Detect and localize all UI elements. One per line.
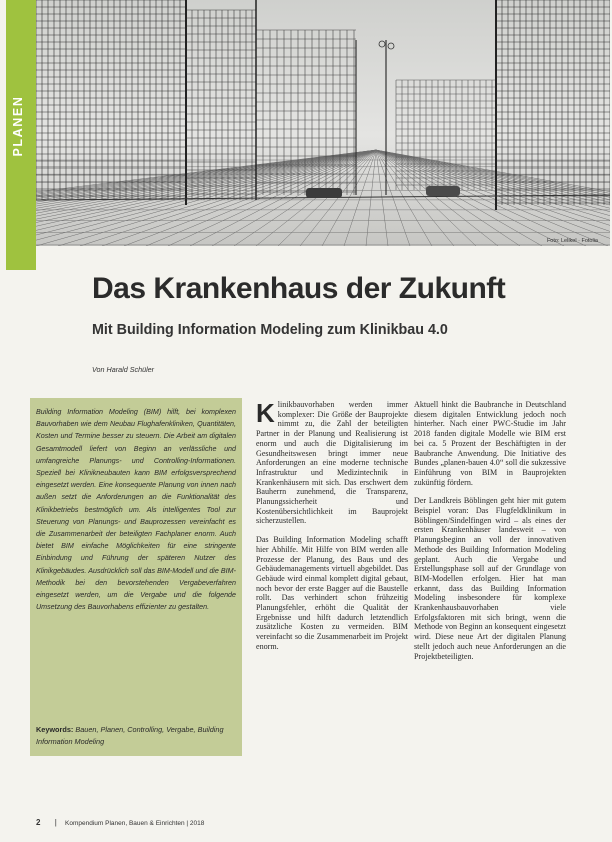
architecture-wireframe-photo — [36, 0, 610, 246]
page-footer — [36, 818, 204, 827]
publication-name: Kompendium Planen, Bauen & Einrichten | 2018 — [65, 820, 205, 827]
author-byline: Von Harald Schüler — [92, 365, 155, 374]
paragraph-text: linikbauvorhaben werden immer komplexer: Die Größe der Bauprojekte nimmt zu, die Zahl der beteiligten Partner in der Planung und Realisierung ist enorm und auch die Digitalisierung im Gesundheitswesen bringt immer neue Anforderungen an eine moderne technische Infrastruktur und Medizintechnik in Krankenhäusern mit sich. Das erschwert dem Bauherrn zunehmend, die Transparenz, Planungssicherheit und Kostenübersichtlichkeit im Bauprojekt sicherzustellen. — [256, 400, 408, 526]
footer-separator: | — [54, 818, 57, 827]
photo-credit: Foto: Lelikel · Fotolia — [546, 238, 598, 244]
section-tab — [6, 0, 36, 270]
keywords-list: Bauen, Planen, Controlling, Vergabe, Building Information Modeling — [36, 725, 224, 746]
keywords-label: Keywords: — [36, 725, 74, 734]
paragraph: Aktuell hinkt die Baubranche in Deutschland diesem digitalen Entwicklung jedoch noch hinterher. Nach einer PWC-Studie im Jahr 2018 fanden digitale Modelle wie BIM erst bei ca. 5 Prozent der Beschäftigten in der Baubranche Anwendung. Die Initiative des Bundes „planen-bauen 4.0“ soll die sukzessive Einführung von BIM in Bauprojekten zukünftig fördern. — [414, 400, 566, 487]
page-number: 2 — [36, 818, 41, 827]
article-column-right — [414, 400, 566, 670]
drop-cap: K — [256, 398, 275, 428]
keywords — [36, 724, 236, 748]
abstract-box — [30, 398, 242, 756]
page-subtitle: Mit Building Information Modeling zum Klinikbau 4.0 — [92, 322, 448, 338]
section-tab-label: PLANEN — [11, 95, 25, 157]
hero-image — [36, 0, 610, 246]
abstract-text: Building Information Modeling (BIM) hilft, bei komplexen Bauvorhaben wie dem Neubau Flughafenkliniken, Quantitäten, Kosten und Termine besser zu steuern. Die Arbeit am digitalen Gesamtmodell liefert von Beginn an verlässliche und umfangreiche Planungs- und Controlling-Informationen. Speziell bei Klinikneubauten kann BIM erfolgsversprechend eingesetzt werden. Eine konsequente Planung von innen nach außen setzt die Anforderungen an die Funktionalität des Klinikbetriebs bestmöglich um. Als intelligentes Tool zur Steuerung von Planungs- und Bauprozessen vereinfacht es die Zusammenarbeit der beteiligten Fachplaner enorm. Auch bietet BIM einfache Möglichkeiten für eine stringente Einbindung und Führung der späteren Nutzer des Klinikgebäudes. Ausdrücklich soll das BIM-Modell und die BIM-Methodik bei den bevorstehenden Vergabeverfahren eingesetzt werden, um die Vergabe und die folgende Umsetzung des Bauvorhabens effizienter zu gestalten. — [36, 408, 236, 612]
paragraph: Das Building Information Modeling schafft hier Abhilfe. Mit Hilfe von BIM werden alle Prozesse der Planung, des Baus und des Gebäudemanagements virtuell abgebildet. Das Gebäude wird einmal komplett digital gebaut, noch bevor der erste Bagger auf die Baustelle rollt. Das verhindert schon frühzeitig Planungsfehler, erhöht die Qualität der Ergebnisse und hilft dadurch letztendlich zusätzliche Kosten zu vermeiden. BIM vereinfacht so die Zusammenarbeit im Projekt enorm. — [256, 535, 408, 651]
article-column-middle — [256, 400, 408, 661]
paragraph: Der Landkreis Böblingen geht hier mit gutem Beispiel voran: Das Flugfeldklinikum in Böblingen/Sindelfingen wird – als eines der ersten Krankenhäuser landesweit – von Planungsbeginn an voll der innovativen Methode des Building Information Modeling geplant. Auch die Vergabe und Erstellungsphase soll auf der Grundlage von BIM-Modellen erfolgen. Hier hat man erkannt, dass das Building Information Modeling insbesondere für komplexe Krankenhausbauvorhaben viele Erfolgsfaktoren mit sich bringt, wenn die Methode von Beginn an konsequent eingesetzt wird. Diese neue Art der digitalen Planung stellt jedoch auch neue Anforderungen an die Projektbeteiligten. — [414, 496, 566, 661]
page-title: Das Krankenhaus der Zukunft — [92, 272, 506, 305]
paragraph — [256, 400, 408, 526]
